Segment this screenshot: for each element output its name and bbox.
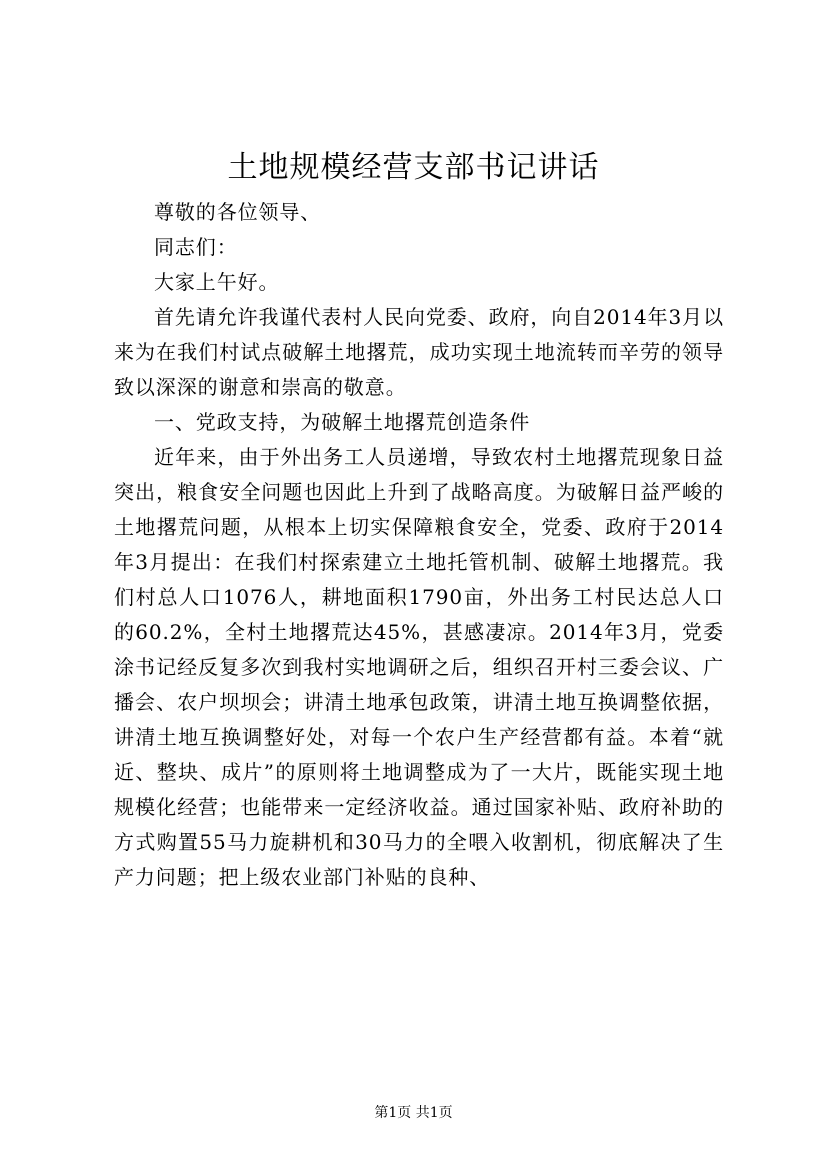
- salutation-comrades: 同志们：: [154, 235, 238, 259]
- section-heading: 一、党政支持，为破解土地撂荒创造条件: [154, 410, 531, 434]
- salutation-leaders: 尊敬的各位领导、: [154, 200, 322, 224]
- document-title: 土地规模经营支部书记讲话: [227, 150, 600, 185]
- paragraph-background: 近年来，由于外出务工人员递增，导致农村土地撂荒现象日益突出，粮食安全问题也因此上升到了战略高度。为破解日益严峻的土地撂荒问题，从根本上切实保障粮食安全，党委、政府于2014年3月提出：在我们村探索建立土地托管机制、破解土地撂荒。我们村总人口1076人，耕地面积1790亩，外出务工村民达总人口的60.2%，全村土地撂荒达45%，甚感凄凉。2014年3月，党委涂书记经反复多次到我村实地调研之后，组织召开村三委会议、广播会、农户坝坝会；讲清土地承包政策，讲清土地互换调整依据，讲清土地互换调整好处，对每一个农户生产经营都有益。本着“就近、整块、成片”的原则将土地调整成为了一大片，既能实现土地规模化经营；也能带来一定经济收益。通过国家补贴、政府补助的方式购置55马力旋耕机和30马力的全喂入收割机，彻底解决了生产力问题；把上级农业部门补贴的良种、: [114, 445, 724, 889]
- document-body: [114, 195, 724, 895]
- paragraph-thanks: 首先请允许我谨代表村人民向党委、政府，向自2014年3月以来为在我们村试点破解土地撂荒，成功实现土地流转而辛劳的领导致以深深的谢意和崇高的敬意。: [114, 305, 724, 399]
- page-footer: 第1页 共1页: [374, 1105, 453, 1121]
- greeting: 大家上午好。: [154, 270, 280, 294]
